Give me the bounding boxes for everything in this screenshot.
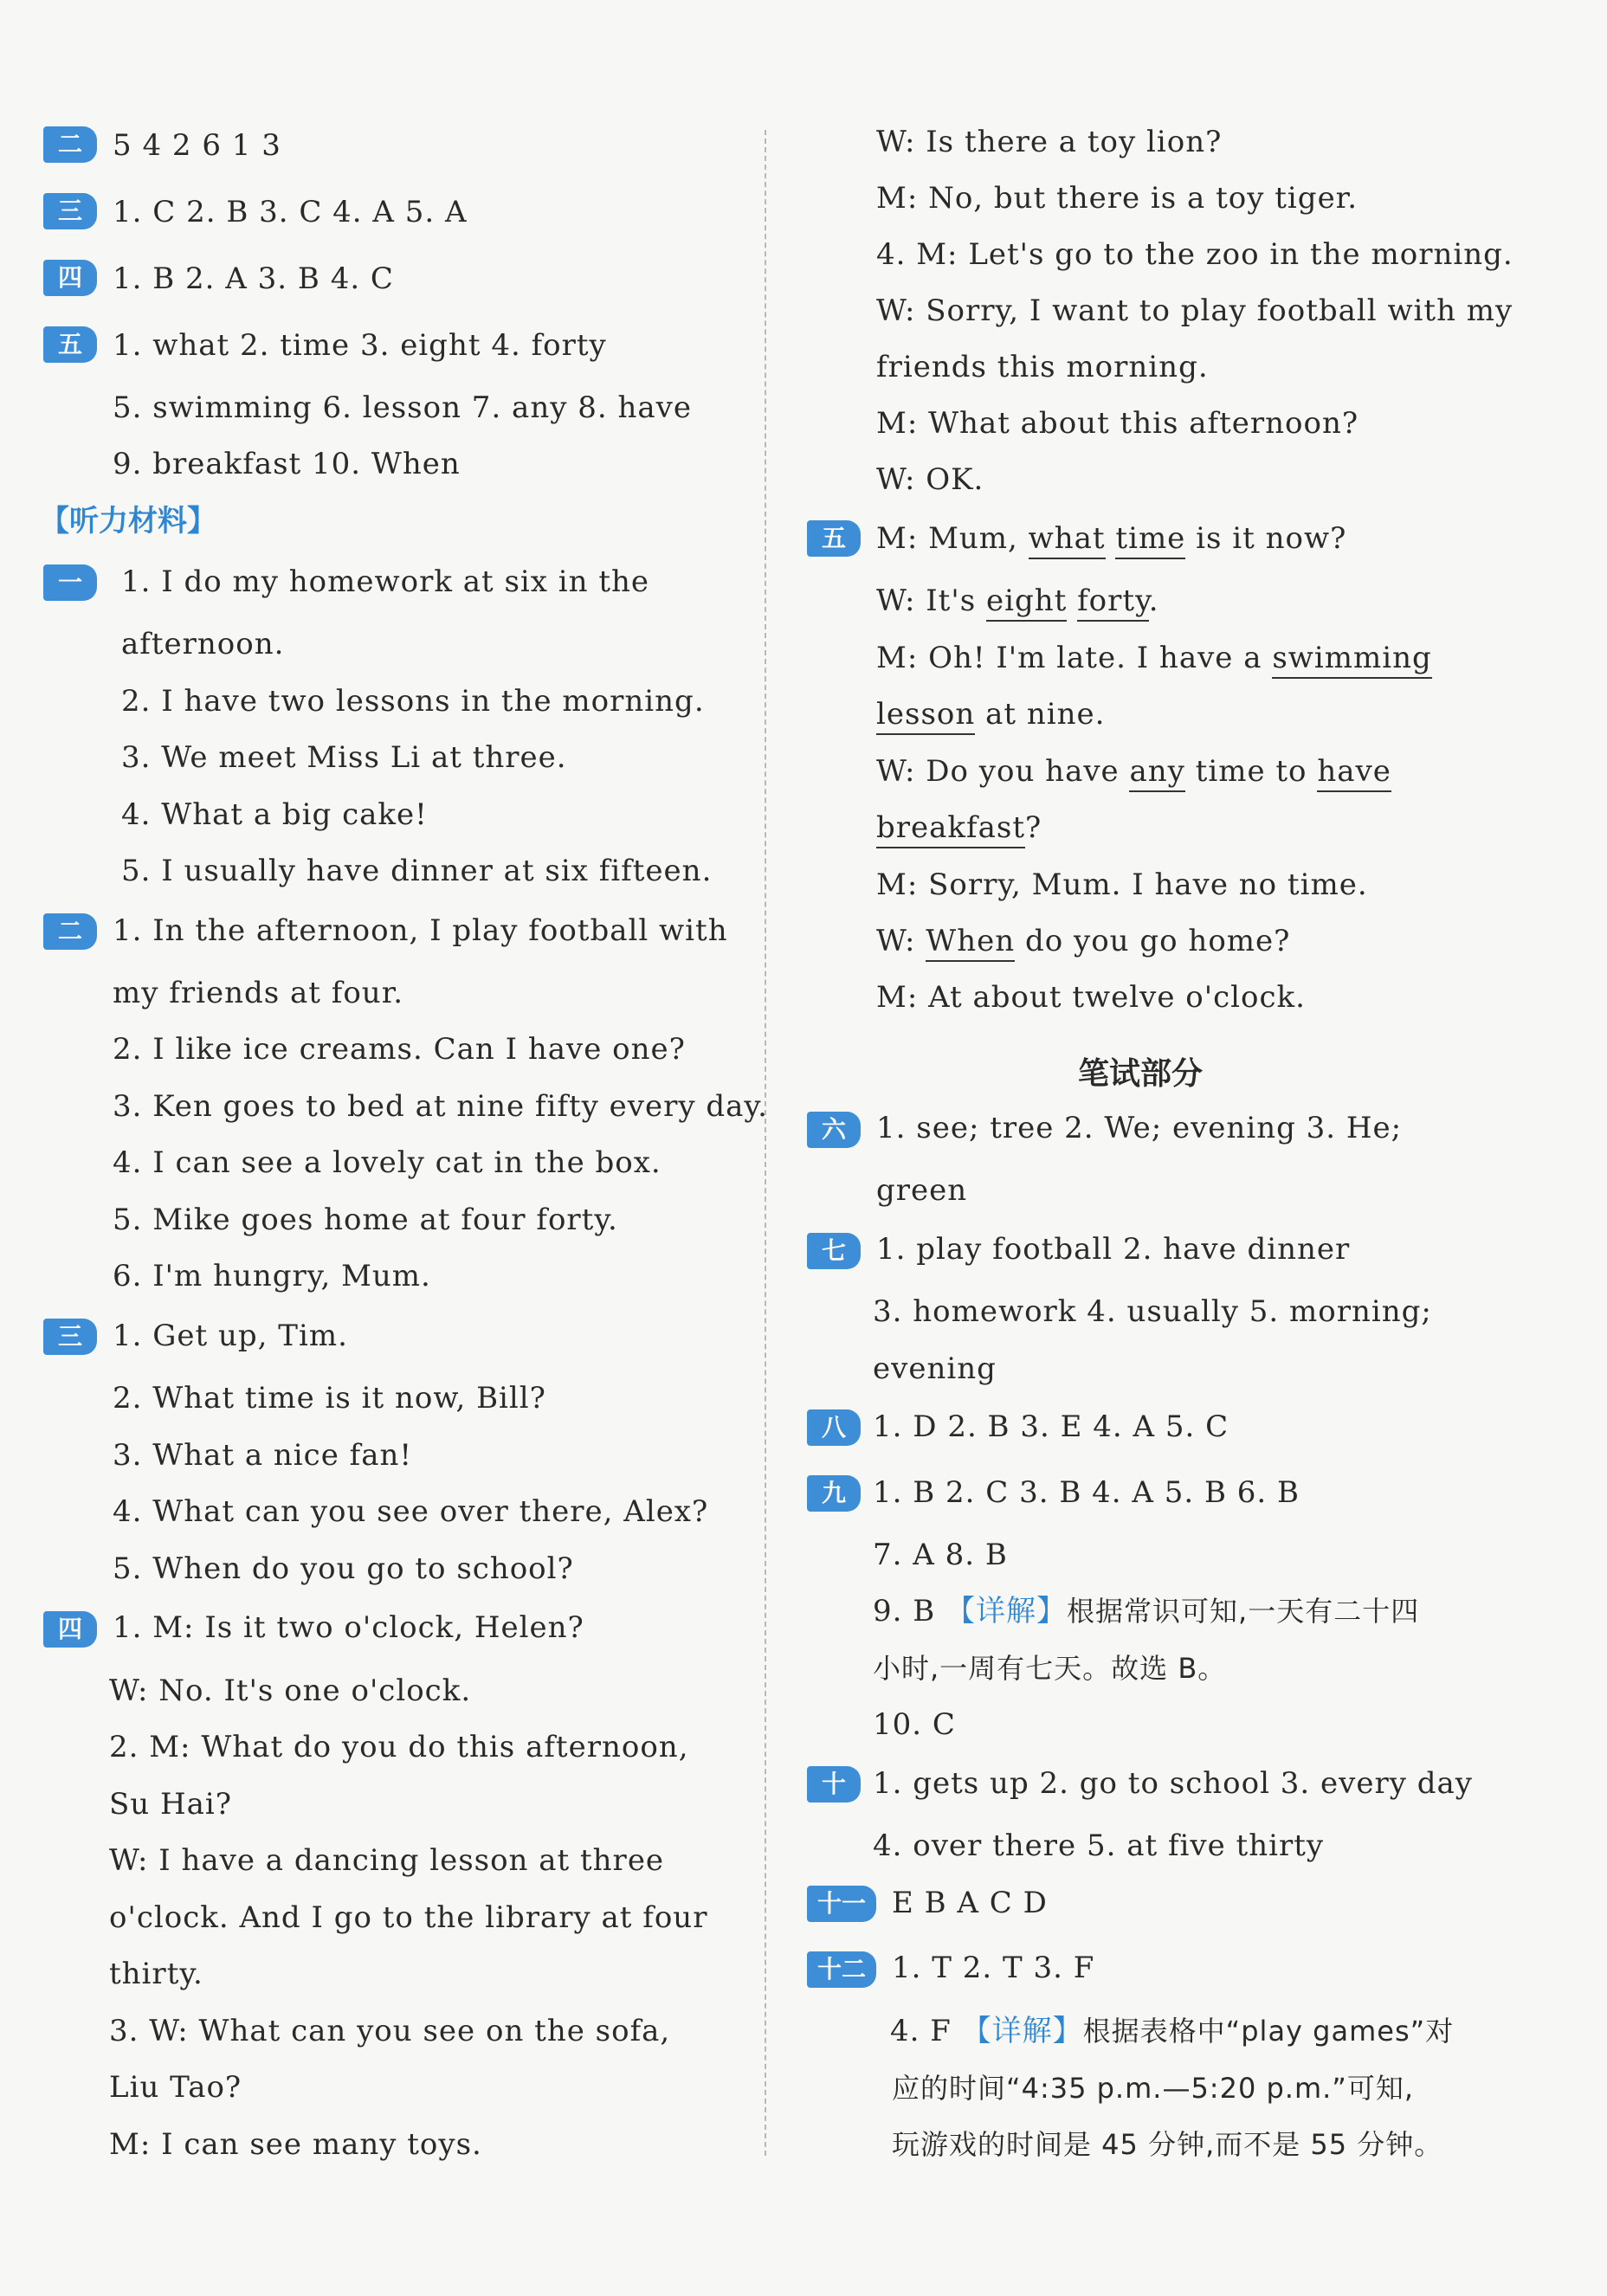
answer-section-7-line3: evening <box>873 1351 997 1386</box>
dialog-line-3: 4. M: Let's go to the zoo in the morning. <box>876 237 1513 272</box>
fill-dialog-2: W: It's eight forty. <box>876 584 1159 618</box>
answer-section-9-line5: 10. C <box>873 1707 956 1742</box>
answer-section-12-line1: 1. T 2. T 3. F <box>892 1951 1095 1985</box>
answer-section-7-line1: 1. play football 2. have dinner <box>876 1232 1351 1267</box>
badge-twelve: 十二 <box>807 1951 876 1988</box>
dialog-line-1: W: Is there a toy lion? <box>876 125 1223 159</box>
blank-time: time <box>1115 521 1185 559</box>
listening-3-item-1: 1. Get up, Tim. <box>113 1319 348 1353</box>
answer-section-12-line4: 玩游戏的时间是 45 分钟,而不是 55 分钟。 <box>892 2128 1443 2161</box>
column-divider <box>765 130 766 2156</box>
answer-section-12-line2: 4. F 【详解】根据表格中“play games”对 <box>890 2014 1455 2048</box>
answer-section-4: 1. B 2. A 3. B 4. C <box>113 261 394 296</box>
dialog-line-2: M: No, but there is a toy tiger. <box>876 181 1359 216</box>
fill-dialog-9: M: At about twelve o'clock. <box>876 980 1306 1015</box>
listening-4-item-2-reply: W: I have a dancing lesson at three <box>109 1843 665 1878</box>
blank-what: what <box>1029 521 1106 559</box>
badge-six: 六 <box>807 1112 861 1148</box>
listening-4-item-3-reply: M: I can see many toys. <box>109 2127 482 2162</box>
badge-five: 五 <box>43 326 97 363</box>
fill-dialog-4: lesson at nine. <box>876 697 1105 732</box>
answer-section-5-line1: 1. what 2. time 3. eight 4. forty <box>113 328 607 363</box>
answer-section-9-line2: 7. A 8. B <box>873 1538 1008 1572</box>
listening-3-item-4: 4. What can you see over there, Alex? <box>113 1494 709 1529</box>
listening-4-item-2-reply-cont: o'clock. And I go to the library at four <box>109 1900 708 1935</box>
answer-section-11: E B A C D <box>892 1886 1048 1920</box>
listening-2-item-6: 6. I'm hungry, Mum. <box>113 1259 431 1293</box>
badge-three-listening: 三 <box>43 1319 97 1355</box>
listening-4-item-2: 2. M: What do you do this afternoon, <box>109 1730 689 1764</box>
badge-five-listening: 五 <box>807 520 861 557</box>
listening-4-item-3-cont: Liu Tao? <box>109 2070 242 2105</box>
blank-forty: forty <box>1077 584 1149 622</box>
listening-3-item-5: 5. When do you go to school? <box>113 1551 574 1586</box>
listening-2-item-4: 4. I can see a lovely cat in the box. <box>113 1145 662 1180</box>
listening-2-item-2: 2. I like ice creams. Can I have one? <box>113 1032 686 1067</box>
listening-material-heading: 【听力材料】 <box>40 504 216 539</box>
listening-1-item-1: 1. I do my homework at six in the <box>121 564 650 599</box>
answer-section-2: 5 4 2 6 1 3 <box>113 128 281 163</box>
dialog-line-4: W: Sorry, I want to play football with my <box>876 293 1513 328</box>
blank-eight: eight <box>986 584 1067 622</box>
listening-2-item-1: 1. In the afternoon, I play football with <box>113 913 728 948</box>
detail-tag: 【详解】 <box>945 1594 1068 1628</box>
answer-section-6-line2: green <box>876 1173 968 1208</box>
blank-have: have <box>1317 754 1391 792</box>
answer-section-5-line2: 5. swimming 6. lesson 7. any 8. have <box>113 390 692 425</box>
fill-dialog-7: M: Sorry, Mum. I have no time. <box>876 867 1368 902</box>
badge-four-listening: 四 <box>43 1611 97 1648</box>
listening-1-item-3: 3. We meet Miss Li at three. <box>121 740 567 775</box>
answer-section-7-line2: 3. homework 4. usually 5. morning; <box>873 1294 1432 1329</box>
answer-section-8: 1. D 2. B 3. E 4. A 5. C <box>873 1409 1229 1444</box>
answer-section-5-line3: 9. breakfast 10. When <box>113 447 461 481</box>
listening-4-item-3: 3. W: What can you see on the sofa, <box>109 2014 671 2048</box>
listening-2-item-5: 5. Mike goes home at four forty. <box>113 1203 618 1237</box>
listening-4-item-2-cont: Su Hai? <box>109 1787 233 1822</box>
badge-four: 四 <box>43 260 97 296</box>
badge-eleven: 十一 <box>807 1886 876 1922</box>
answer-section-12-line3: 应的时间“4:35 p.m.—5:20 p.m.”可知, <box>892 2072 1415 2105</box>
fill-dialog-8: W: When do you go home? <box>876 924 1290 958</box>
listening-1-item-5: 5. I usually have dinner at six fifteen. <box>121 854 713 888</box>
listening-1-item-2: 2. I have two lessons in the morning. <box>121 684 705 719</box>
answer-section-9-line3: 9. B 【详解】根据常识可知,一天有二十四 <box>873 1594 1420 1628</box>
listening-1-item-4: 4. What a big cake! <box>121 797 428 832</box>
badge-two: 二 <box>43 126 97 163</box>
blank-breakfast: breakfast <box>876 810 1025 848</box>
answer-section-9-line1: 1. B 2. C 3. B 4. A 5. B 6. B <box>873 1475 1300 1510</box>
badge-three: 三 <box>43 193 97 229</box>
answer-section-3: 1. C 2. B 3. C 4. A 5. A <box>113 195 468 229</box>
badge-eight: 八 <box>807 1409 861 1446</box>
dialog-line-5: friends this morning. <box>876 350 1209 384</box>
detail-tag-2: 【详解】 <box>961 2014 1083 2048</box>
badge-two-listening: 二 <box>43 913 97 950</box>
dialog-line-7: W: OK. <box>876 462 984 497</box>
listening-4-item-2-reply-end: thirty. <box>109 1957 203 1991</box>
listening-3-item-3: 3. What a nice fan! <box>113 1438 413 1473</box>
badge-nine: 九 <box>807 1475 861 1512</box>
listening-4-item-1: 1. M: Is it two o'clock, Helen? <box>113 1610 584 1645</box>
blank-any: any <box>1129 754 1184 792</box>
answer-section-10-line2: 4. over there 5. at five thirty <box>873 1828 1325 1863</box>
answer-section-10-line1: 1. gets up 2. go to school 3. every day <box>873 1766 1473 1801</box>
listening-1-item-1-cont: afternoon. <box>121 627 285 661</box>
badge-seven: 七 <box>807 1233 861 1269</box>
listening-2-item-1-cont: my friends at four. <box>113 976 404 1010</box>
listening-4-item-1-reply: W: No. It's one o'clock. <box>109 1674 472 1708</box>
fill-dialog-6: breakfast? <box>876 810 1042 845</box>
dialog-line-6: M: What about this afternoon? <box>876 406 1359 441</box>
badge-one: 一 <box>43 564 97 601</box>
badge-ten: 十 <box>807 1766 861 1803</box>
listening-2-item-3: 3. Ken goes to bed at nine fifty every day. <box>113 1089 768 1124</box>
blank-swimming: swimming <box>1272 641 1431 679</box>
answer-section-9-line4: 小时,一周有七天。故选 B。 <box>873 1652 1227 1685</box>
blank-lesson: lesson <box>876 697 975 735</box>
listening-3-item-2: 2. What time is it now, Bill? <box>113 1381 546 1416</box>
answer-section-6-line1: 1. see; tree 2. We; evening 3. He; <box>876 1111 1403 1145</box>
fill-dialog-3: M: Oh! I'm late. I have a swimming <box>876 641 1432 675</box>
written-part-heading: 笔试部分 <box>1078 1056 1204 1092</box>
fill-dialog-5: W: Do you have any time to have <box>876 754 1391 789</box>
fill-dialog-1: M: Mum, what time is it now? <box>876 521 1346 556</box>
blank-when: When <box>926 924 1015 962</box>
